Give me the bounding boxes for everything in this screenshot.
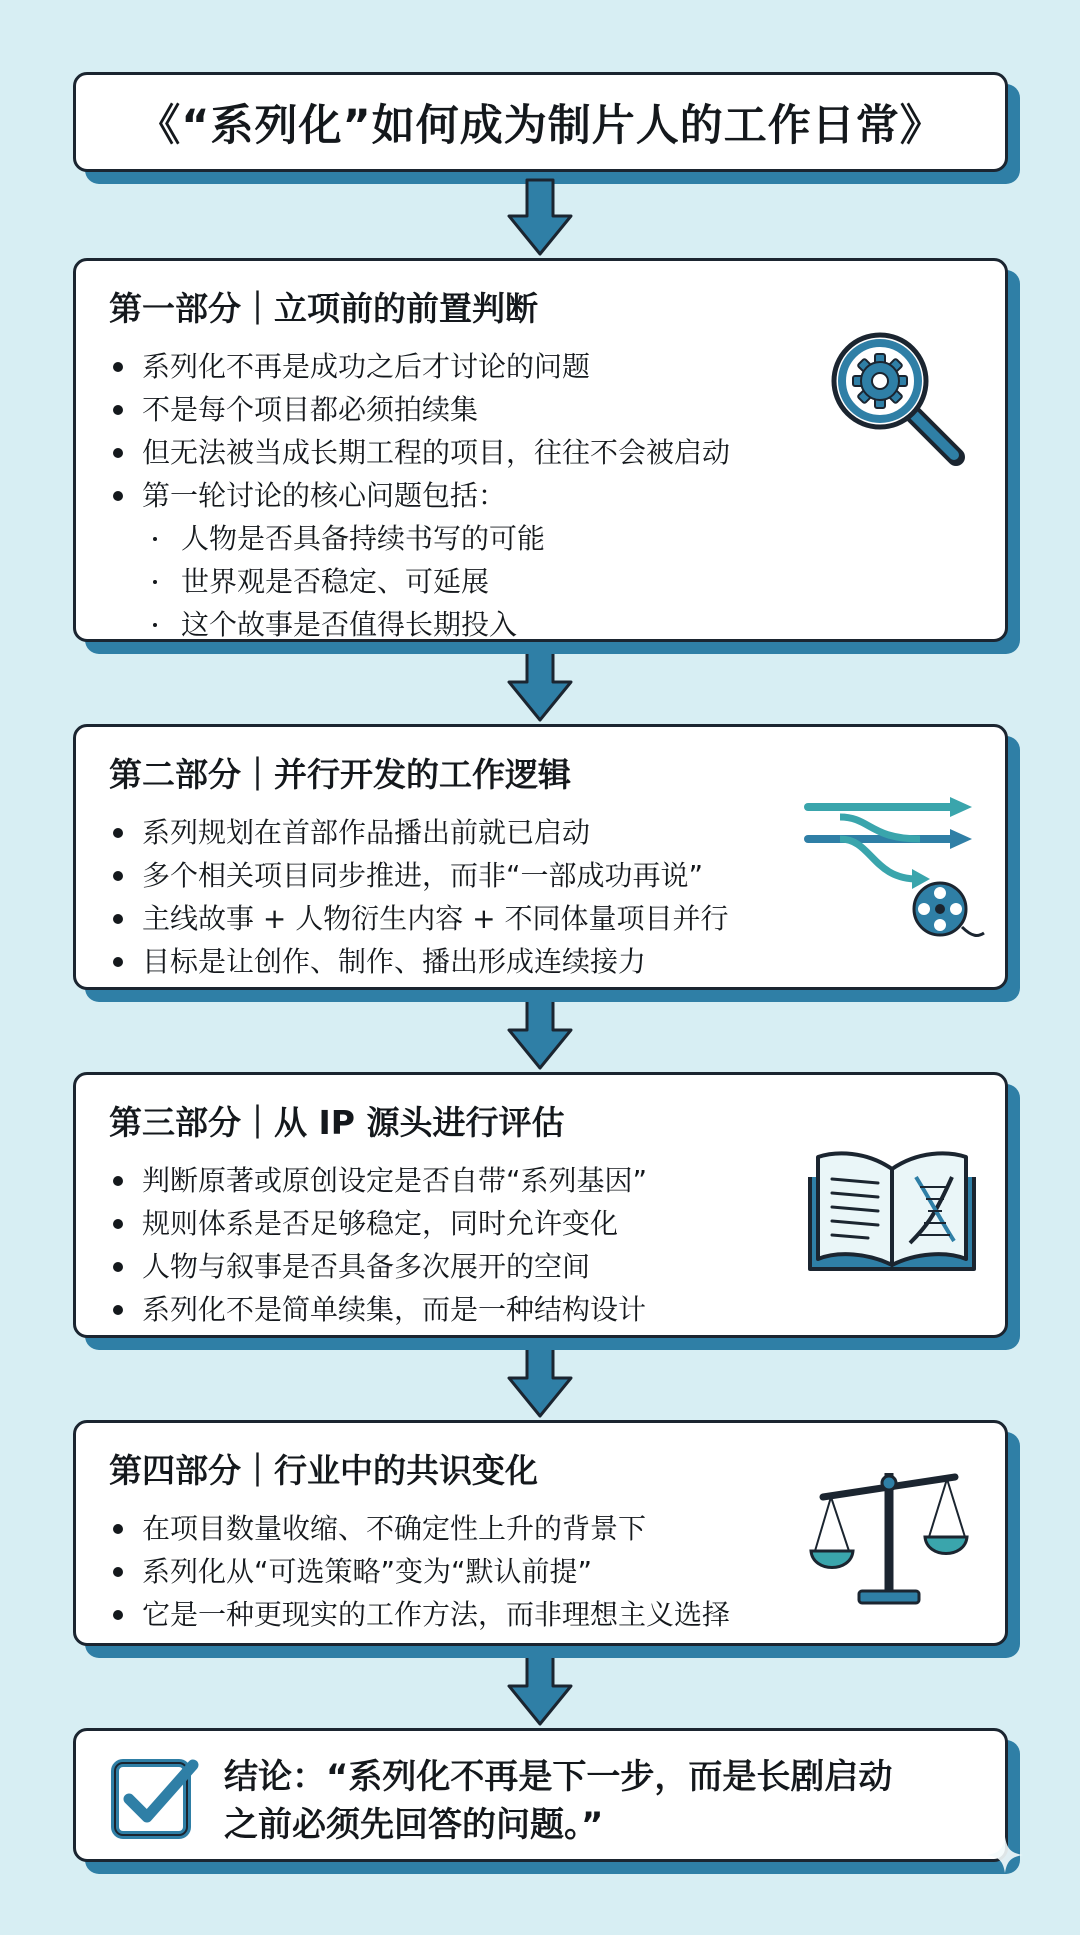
list-item: 它是一种更现实的工作方法，而非理想主义选择 — [109, 1593, 730, 1636]
sparkle-icon — [985, 1835, 1025, 1875]
bullet-list — [109, 345, 730, 646]
list-item: 规则体系是否足够稳定，同时允许变化 — [109, 1202, 647, 1245]
parallel-arrows-film-reel-icon — [800, 797, 985, 947]
section-heading: 第四部分｜行业中的共识变化 — [109, 1451, 538, 1490]
conclusion-line: 结论：“系列化不再是下一步，而是长剧启动 — [224, 1757, 893, 1797]
list-item: 不是每个项目都必须拍续集 — [109, 388, 730, 431]
bullet-list — [109, 811, 729, 983]
magnifier-gear-icon — [828, 329, 968, 469]
list-item: 系列化不是简单续集，而是一种结构设计 — [109, 1288, 647, 1331]
balance-scale-icon — [809, 1461, 969, 1611]
section-heading: 第二部分｜并行开发的工作逻辑 — [109, 755, 571, 794]
section-heading: 第一部分｜立项前的前置判断 — [109, 289, 538, 328]
section-1-card — [73, 258, 1008, 642]
conclusion-card — [73, 1728, 1008, 1862]
list-item: 人物与叙事是否具备多次展开的空间 — [109, 1245, 647, 1288]
open-book-dna-icon — [806, 1147, 978, 1277]
bullet-list — [109, 1159, 647, 1331]
list-item: 主线故事 + 人物衍生内容 + 不同体量项目并行 — [109, 897, 729, 940]
list-item: 在项目数量收缩、不确定性上升的背景下 — [109, 1507, 730, 1550]
list-item: 第一轮讨论的核心问题包括： — [109, 474, 730, 517]
list-item: 系列规划在首部作品播出前就已启动 — [109, 811, 729, 854]
list-item: 但无法被当成长期工程的项目，往往不会被启动 — [109, 431, 730, 474]
list-item: 判断原著或原创设定是否自带“系列基因” — [109, 1159, 647, 1202]
down-arrow-icon — [505, 644, 575, 724]
down-arrow-icon — [505, 992, 575, 1072]
down-arrow-icon — [505, 1648, 575, 1728]
title-card — [73, 72, 1008, 172]
bullet-list — [109, 1507, 730, 1636]
section-3-card — [73, 1072, 1008, 1338]
sub-list-item: 这个故事是否值得长期投入 — [109, 603, 730, 646]
conclusion-line: 之前必须先回答的问题。” — [224, 1805, 604, 1845]
page-title: 《“系列化”如何成为制片人的工作日常》 — [137, 100, 944, 151]
section-4-card — [73, 1420, 1008, 1646]
section-heading: 第三部分｜从 IP 源头进行评估 — [109, 1103, 565, 1142]
sub-list-item: 人物是否具备持续书写的可能 — [109, 517, 730, 560]
conclusion-text — [224, 1753, 892, 1849]
down-arrow-icon — [505, 1340, 575, 1420]
list-item: 系列化不再是成功之后才讨论的问题 — [109, 345, 730, 388]
sub-list-item: 世界观是否稳定、可延展 — [109, 560, 730, 603]
list-item: 系列化从“可选策略”变为“默认前提” — [109, 1550, 730, 1593]
checkbox-checked-icon — [109, 1753, 199, 1843]
list-item: 目标是让创作、制作、播出形成连续接力 — [109, 940, 729, 983]
section-2-card — [73, 724, 1008, 990]
down-arrow-icon — [505, 178, 575, 258]
list-item: 多个相关项目同步推进，而非“一部成功再说” — [109, 854, 729, 897]
